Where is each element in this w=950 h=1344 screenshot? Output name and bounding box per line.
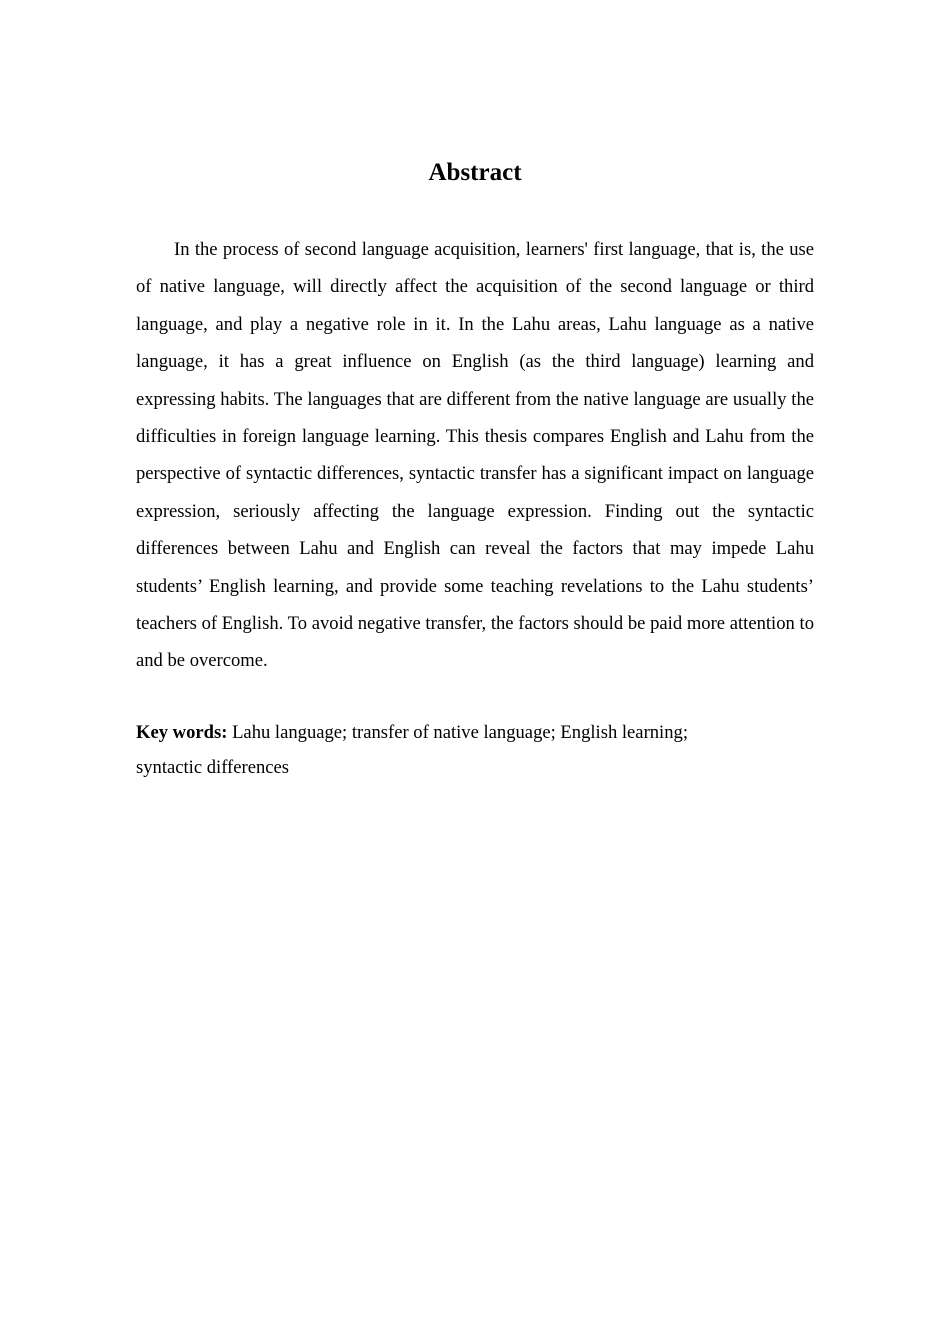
abstract-paragraph: In the process of second language acquisition, learners' first language, that is, the use of native language, will directly affect the acquisition of the second language or third language, and play a negative role in it. In the Lahu areas, Lahu language as a native language, it has a great influence on English (as the third language) learning and expressing habits. The languages that are different from the native language are usually the difficulties in foreign language learning. This thesis compares English and Lahu from the perspective of syntactic differences, syntactic transfer has a significant impact on language expression, seriously affecting the language expression. Finding out the syntactic differences between Lahu and English can reveal the factors that may impede Lahu students’ English learning, and provide some teaching revelations to the Lahu students’ teachers of English. To avoid negative transfer, the factors should be paid more attention to and be overcome. [136, 239, 814, 672]
keywords-line-2: syntactic differences [136, 757, 289, 778]
keywords-section [136, 715, 814, 785]
keywords-label: Key words: [136, 722, 228, 743]
keywords-line-1: Lahu language; transfer of native language; English learning; [232, 722, 688, 743]
page-title: Abstract [428, 159, 522, 186]
